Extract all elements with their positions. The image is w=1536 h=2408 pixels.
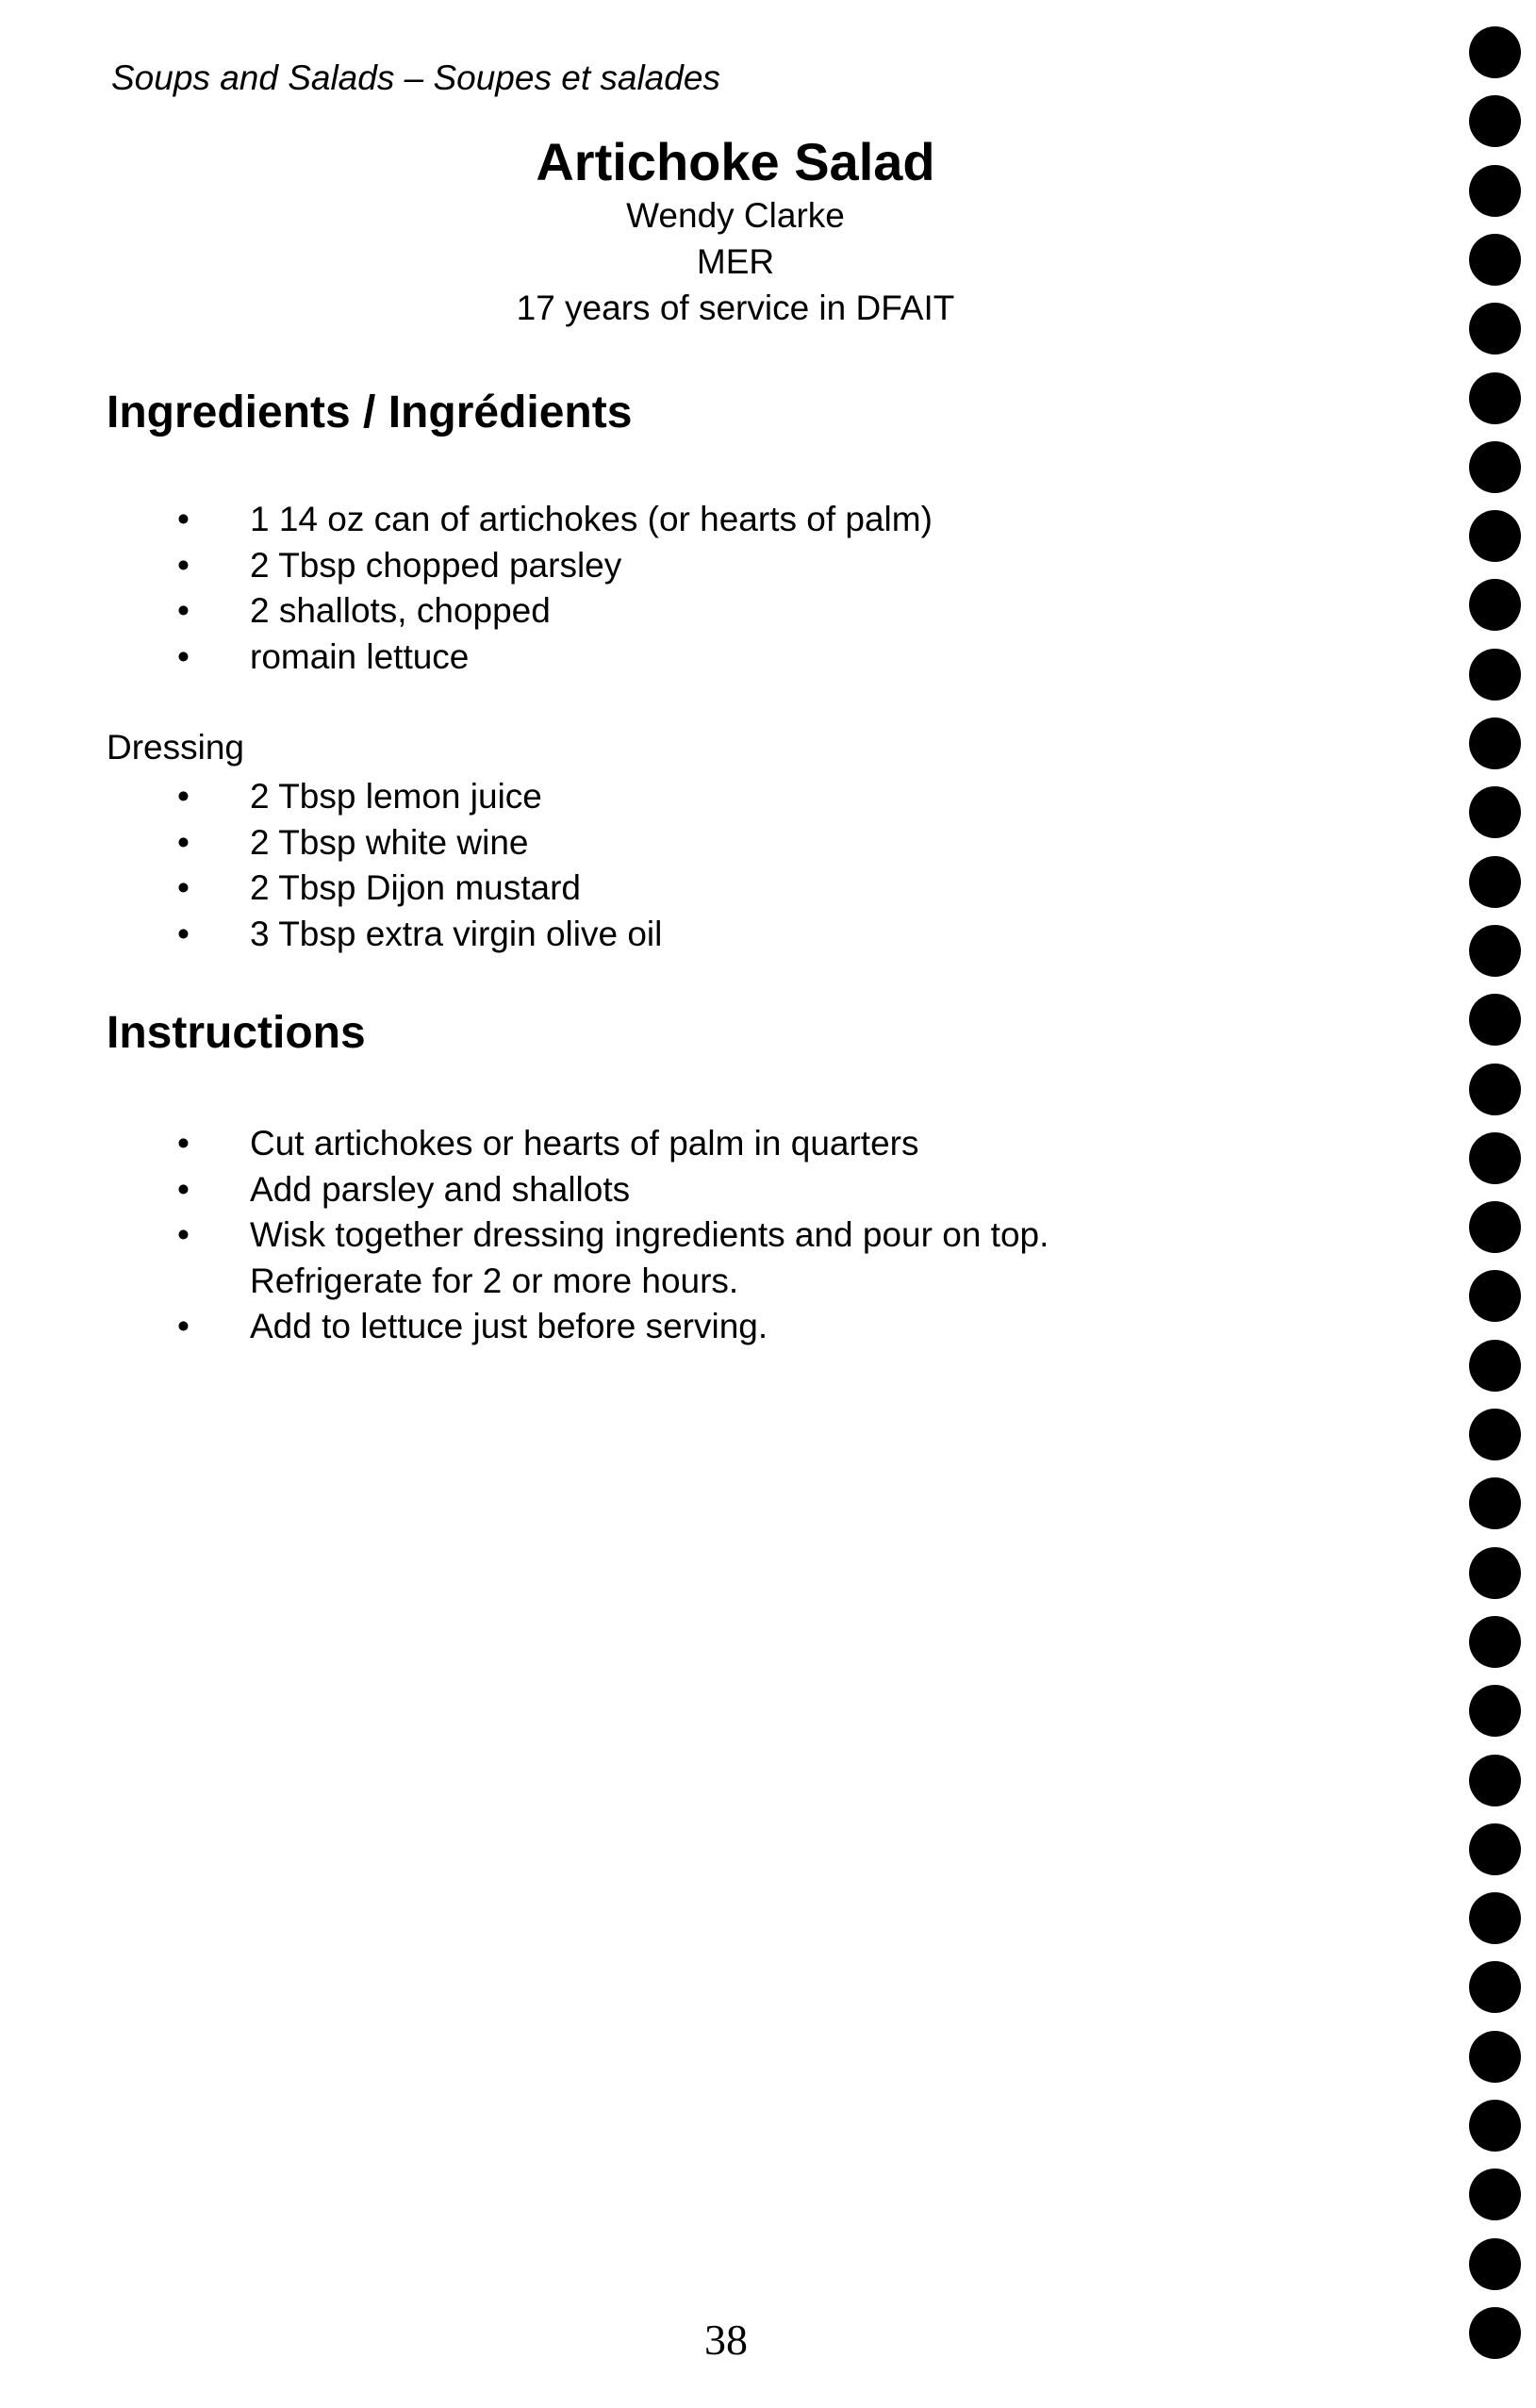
binding-hole <box>1469 925 1521 977</box>
list-item: • Cut artichokes or hearts of palm in quarters <box>177 1121 1167 1167</box>
dressing-label: Dressing <box>107 728 244 767</box>
dressing-list <box>177 774 1309 957</box>
binding-hole <box>1469 1823 1521 1875</box>
binding-hole <box>1469 2100 1521 2152</box>
binding-hole <box>1469 1685 1521 1737</box>
list-item: • 2 Tbsp white wine <box>177 820 1309 866</box>
binding-hole <box>1469 1340 1521 1392</box>
binding-hole <box>1469 234 1521 286</box>
ingredients-list <box>177 497 1309 680</box>
binding-hole <box>1469 649 1521 701</box>
list-item: • 2 shallots, chopped <box>177 588 1309 635</box>
binding-hole <box>1469 856 1521 908</box>
binding-holes <box>1469 0 1526 2408</box>
binding-hole <box>1469 95 1521 147</box>
binding-hole <box>1469 26 1521 78</box>
list-item: • Add to lettuce just before serving. <box>177 1304 1167 1350</box>
title-block <box>358 132 1113 331</box>
list-item: • 2 Tbsp Dijon mustard <box>177 866 1309 912</box>
list-item: • romain lettuce <box>177 635 1309 681</box>
page-number: 38 <box>704 2316 748 2364</box>
binding-hole <box>1469 1477 1521 1529</box>
author-division: MER <box>696 242 775 282</box>
binding-hole <box>1469 2238 1521 2290</box>
recipe-title: Artichoke Salad <box>536 132 935 191</box>
binding-hole <box>1469 579 1521 631</box>
binding-hole <box>1469 303 1521 355</box>
binding-hole <box>1469 1270 1521 1322</box>
binding-hole <box>1469 1961 1521 2013</box>
binding-hole <box>1469 441 1521 493</box>
list-item: • Wisk together dressing ingredients and pour on top. Refrigerate for 2 or more hours. <box>177 1212 1167 1304</box>
binding-hole <box>1469 1892 1521 1944</box>
instructions-heading: Instructions <box>107 1008 366 1058</box>
instructions-list <box>177 1121 1167 1350</box>
binding-hole <box>1469 2169 1521 2220</box>
binding-hole <box>1469 1064 1521 1115</box>
list-item: • 1 14 oz can of artichokes (or hearts of palm) <box>177 497 1309 543</box>
author-service: 17 years of service in DFAIT <box>516 289 955 328</box>
list-item: • 2 Tbsp chopped parsley <box>177 543 1309 589</box>
binding-hole <box>1469 2307 1521 2359</box>
binding-hole <box>1469 1755 1521 1806</box>
binding-hole <box>1469 1547 1521 1599</box>
binding-hole <box>1469 372 1521 424</box>
ingredients-heading: Ingredients / Ingrédients <box>107 388 633 437</box>
binding-hole <box>1469 1132 1521 1184</box>
list-item: • 3 Tbsp extra virgin olive oil <box>177 912 1309 958</box>
list-item: • Add parsley and shallots <box>177 1167 1167 1213</box>
section-header: Soups and Salads – Soupes et salades <box>111 58 720 97</box>
binding-hole <box>1469 510 1521 562</box>
binding-hole <box>1469 1616 1521 1668</box>
binding-hole <box>1469 1409 1521 1460</box>
author-name: Wendy Clarke <box>626 196 845 236</box>
binding-hole <box>1469 1201 1521 1253</box>
list-item: • 2 Tbsp lemon juice <box>177 774 1309 820</box>
binding-hole <box>1469 2031 1521 2083</box>
binding-hole <box>1469 786 1521 838</box>
binding-hole <box>1469 717 1521 769</box>
binding-hole <box>1469 994 1521 1046</box>
binding-hole <box>1469 165 1521 217</box>
